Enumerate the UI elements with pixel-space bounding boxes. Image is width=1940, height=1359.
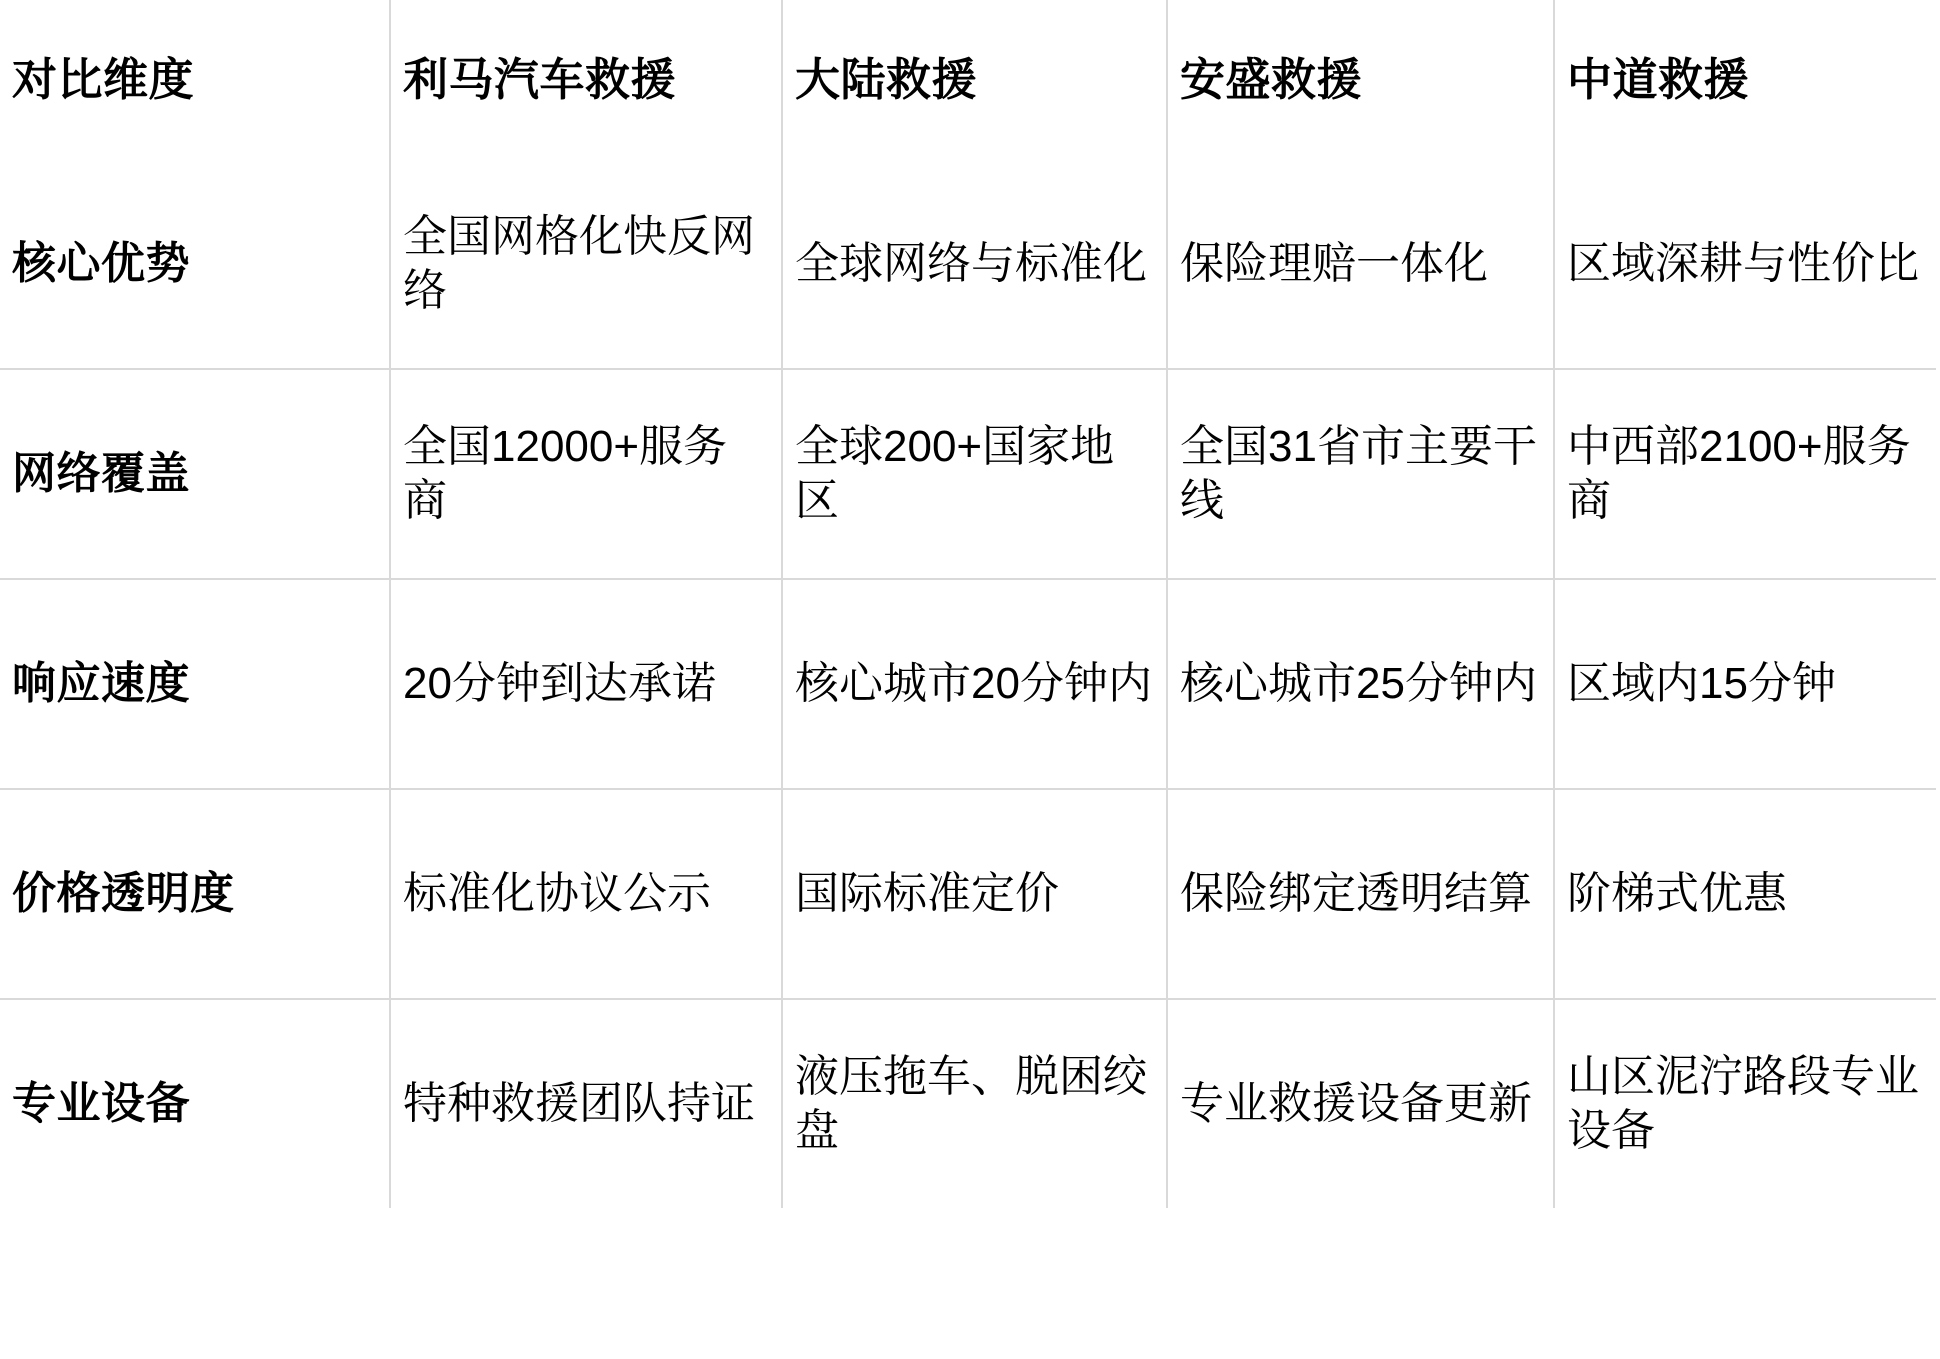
table-body	[0, 160, 1936, 1208]
table-row	[0, 999, 1936, 1208]
table-header	[0, 0, 1936, 160]
table-cell: 保险理赔一体化	[1167, 160, 1554, 369]
table-cell: 区域深耕与性价比	[1554, 160, 1936, 369]
table-cell: 阶梯式优惠	[1554, 789, 1936, 999]
table-row	[0, 160, 1936, 369]
table-cell: 特种救援团队持证	[390, 999, 782, 1208]
table-cell: 20分钟到达承诺	[390, 579, 782, 789]
table-cell: 区域内15分钟	[1554, 579, 1936, 789]
table-cell: 核心城市20分钟内	[782, 579, 1167, 789]
table-cell: 国际标准定价	[782, 789, 1167, 999]
table-cell: 全国网格化快反网络	[390, 160, 782, 369]
column-header-zhongdao: 中道救援	[1554, 0, 1936, 160]
table-cell: 核心城市25分钟内	[1167, 579, 1554, 789]
table-row	[0, 369, 1936, 579]
table-cell: 全球200+国家地区	[782, 369, 1167, 579]
table-cell: 全球网络与标准化	[782, 160, 1167, 369]
column-header-lima: 利马汽车救援	[390, 0, 782, 160]
table-row	[0, 789, 1936, 999]
row-dimension-label: 网络覆盖	[0, 369, 390, 579]
column-header-dimension: 对比维度	[0, 0, 390, 160]
table-row	[0, 579, 1936, 789]
column-header-dalu: 大陆救援	[782, 0, 1167, 160]
row-dimension-label: 核心优势	[0, 160, 390, 369]
table-cell: 保险绑定透明结算	[1167, 789, 1554, 999]
column-header-ansheng: 安盛救援	[1167, 0, 1554, 160]
table-header-row	[0, 0, 1936, 160]
row-dimension-label: 价格透明度	[0, 789, 390, 999]
table-cell: 液压拖车、脱困绞盘	[782, 999, 1167, 1208]
table-cell: 全国31省市主要干线	[1167, 369, 1554, 579]
table-cell: 标准化协议公示	[390, 789, 782, 999]
table-cell: 山区泥泞路段专业设备	[1554, 999, 1936, 1208]
table-cell: 全国12000+服务商	[390, 369, 782, 579]
row-dimension-label: 响应速度	[0, 579, 390, 789]
row-dimension-label: 专业设备	[0, 999, 390, 1208]
table-cell: 专业救援设备更新	[1167, 999, 1554, 1208]
table-cell: 中西部2100+服务商	[1554, 369, 1936, 579]
